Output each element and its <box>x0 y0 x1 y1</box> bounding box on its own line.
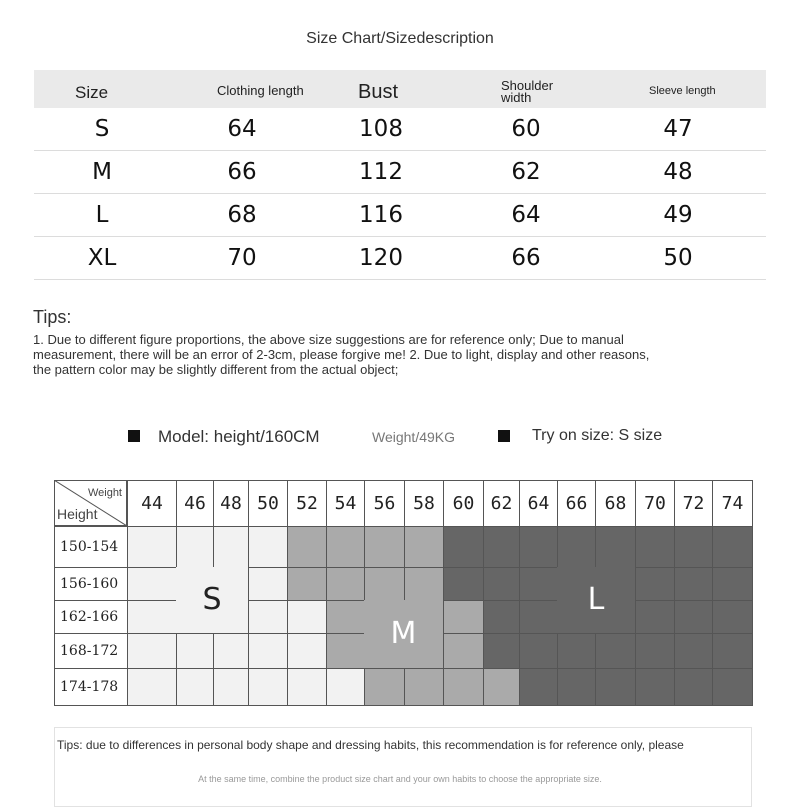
grid-cell-l <box>635 600 675 634</box>
grid-cell-s <box>127 600 177 634</box>
grid-cell-l <box>443 567 484 601</box>
grid-cell-l <box>712 668 753 706</box>
grid-cell-s <box>248 668 288 706</box>
grid-cell-s <box>248 633 288 669</box>
grid-cell-l <box>519 600 558 634</box>
grid-cell-l <box>557 526 596 568</box>
grid-cell-s <box>213 668 249 706</box>
grid-cell-m <box>326 600 365 634</box>
grid-cell-l <box>443 526 484 568</box>
grid-cell-s <box>176 668 214 706</box>
weight-label: 52 <box>296 493 318 514</box>
header-size: Size <box>75 83 109 102</box>
header-sleeve-length: Sleeve length <box>649 85 716 97</box>
grid-cell-m <box>287 567 327 601</box>
grid-cell-m <box>326 633 365 669</box>
grid-cell-l <box>674 600 713 634</box>
size-table-row <box>34 194 766 237</box>
height-header-cell <box>54 526 128 568</box>
grid-cell-m <box>364 526 405 568</box>
size-cell: L <box>95 202 109 228</box>
measurement-cell: 66 <box>511 245 541 271</box>
grid-cell-s <box>248 526 288 568</box>
grid-cell-l <box>483 567 520 601</box>
grid-cell-l <box>519 526 558 568</box>
grid-cell-l <box>635 526 675 568</box>
height-label: 162-166 <box>60 609 119 625</box>
grid-cell-l <box>674 633 713 669</box>
grid-cell-l <box>519 633 558 669</box>
size-recommendation-grid <box>54 480 752 705</box>
grid-cell-l <box>557 633 596 669</box>
weight-header-cell <box>443 480 484 527</box>
grid-cell-m <box>364 668 405 706</box>
grid-cell-l <box>483 600 520 634</box>
measurement-cell: 112 <box>359 159 403 185</box>
bullet-square-icon <box>128 430 140 442</box>
size-table <box>34 70 766 280</box>
weight-header-cell <box>519 480 558 527</box>
weight-header-cell <box>326 480 365 527</box>
grid-cell-s <box>287 633 327 669</box>
grid-cell-m <box>443 633 484 669</box>
grid-corner-cell <box>54 480 127 526</box>
weight-label: 68 <box>604 493 627 514</box>
header-bust: Bust <box>358 81 399 103</box>
weight-header-cell <box>176 480 214 527</box>
header-shoulder-width: Shoulder width <box>501 78 554 105</box>
height-header-cell <box>54 633 128 669</box>
grid-cell-l <box>483 633 520 669</box>
grid-cell-m <box>287 526 327 568</box>
header-clothing-length: Clothing length <box>217 83 304 98</box>
grid-cell-l <box>712 600 753 634</box>
grid-cell-s <box>248 567 288 601</box>
grid-cell-l <box>635 668 675 706</box>
measurement-cell: 70 <box>227 245 257 271</box>
model-height: Model: height/160CM <box>158 427 320 446</box>
grid-cell-s <box>287 600 327 634</box>
measurement-cell: 50 <box>663 245 693 271</box>
grid-cell-s <box>287 668 327 706</box>
measurement-cell: 108 <box>359 116 403 142</box>
grid-cell-s <box>127 668 177 706</box>
grid-cell-m <box>326 567 365 601</box>
grid-cell-l <box>595 668 636 706</box>
weight-label: 44 <box>141 493 163 514</box>
weight-label: 72 <box>682 493 705 514</box>
grid-cell-s <box>326 668 365 706</box>
grid-cell-m <box>404 526 444 568</box>
weight-label: 50 <box>257 493 279 514</box>
weight-header-cell <box>595 480 636 527</box>
size-cell: XL <box>87 245 117 271</box>
grid-cell-s <box>127 567 177 601</box>
zone-label-s: S <box>176 567 248 633</box>
footer-tip-2: At the same time, combine the product size chart and your own habits to choose the appropriate size. <box>198 774 602 784</box>
weight-header-cell <box>404 480 444 527</box>
measurement-cell: 48 <box>663 159 693 185</box>
try-on-size: Try on size: S size <box>532 427 663 444</box>
grid-cell-s <box>127 633 177 669</box>
size-table-header <box>34 70 766 108</box>
grid-cell-m <box>483 668 520 706</box>
grid-cell-l <box>674 668 713 706</box>
grid-cell-l <box>712 633 753 669</box>
height-label: 150-154 <box>60 539 119 555</box>
measurement-cell: 47 <box>663 116 693 142</box>
grid-cell-m <box>404 668 444 706</box>
weight-header-cell <box>364 480 405 527</box>
corner-height-label: Height <box>57 506 98 522</box>
grid-cell-l <box>483 526 520 568</box>
bullet-square-icon <box>498 430 510 442</box>
zone-label-l: L <box>557 567 635 633</box>
grid-cell-m <box>443 600 484 634</box>
grid-cell-m <box>326 526 365 568</box>
measurement-cell: 66 <box>227 159 257 185</box>
weight-header-cell <box>248 480 288 527</box>
weight-label: 62 <box>490 493 513 514</box>
grid-cell-s <box>248 600 288 634</box>
page-title: Size Chart/Sizedescription <box>306 30 494 47</box>
weight-label: 66 <box>565 493 588 514</box>
measurement-cell: 64 <box>227 116 257 142</box>
weight-label: 46 <box>184 493 206 514</box>
grid-cell-l <box>635 567 675 601</box>
measurement-cell: 120 <box>359 245 403 271</box>
size-cell: M <box>92 159 112 185</box>
size-table-row <box>34 151 766 194</box>
weight-label: 74 <box>721 493 744 514</box>
weight-label: 70 <box>644 493 666 514</box>
weight-header-cell <box>483 480 520 527</box>
weight-label: 64 <box>527 493 550 514</box>
weight-header-cell <box>712 480 753 527</box>
zone-label-m: M <box>364 600 443 668</box>
size-table-row <box>34 237 766 280</box>
weight-header-cell <box>557 480 596 527</box>
size-table-body <box>34 108 766 280</box>
grid-cell-s <box>176 633 214 669</box>
height-header-cell <box>54 600 128 634</box>
weight-label: 60 <box>452 493 475 514</box>
corner-weight-label: Weight <box>87 487 122 499</box>
measurement-cell: 68 <box>227 202 257 228</box>
weight-label: 54 <box>334 493 357 514</box>
weight-header-cell <box>674 480 713 527</box>
grid-cell-m <box>443 668 484 706</box>
height-label: 156-160 <box>60 576 119 592</box>
grid-cell-l <box>674 567 713 601</box>
weight-label: 56 <box>373 493 396 514</box>
grid-cell-l <box>674 526 713 568</box>
size-table-row <box>34 108 766 151</box>
weight-header-cell <box>213 480 249 527</box>
grid-cell-l <box>712 526 753 568</box>
grid-cell-m <box>404 567 444 601</box>
grid-cell-s <box>213 526 249 568</box>
measurement-cell: 64 <box>511 202 541 228</box>
grid-cell-l <box>712 567 753 601</box>
grid-cell-s <box>176 526 214 568</box>
grid-cell-l <box>519 668 558 706</box>
height-header-cell <box>54 668 128 706</box>
height-label: 174-178 <box>60 679 119 695</box>
grid-cell-l <box>595 633 636 669</box>
size-cell: S <box>94 116 110 142</box>
weight-header-cell <box>127 480 177 527</box>
measurement-cell: 60 <box>511 116 541 142</box>
measurement-cell: 116 <box>359 202 403 228</box>
grid-cell-l <box>519 567 558 601</box>
grid-cell-l <box>595 526 636 568</box>
weight-header-cell <box>287 480 327 527</box>
grid-cell-m <box>364 567 405 601</box>
height-label: 168-172 <box>60 643 119 659</box>
measurement-cell: 62 <box>511 159 541 185</box>
grid-cell-s <box>213 633 249 669</box>
tips-text: 1. Due to different figure proportions, the above size suggestions are for reference only; Due to manual measurement, there will be an error of 2-3cm, please forgive me! 2. Due to light, display and other reasons, the pattern color may be slightly different from the actual object; <box>33 332 650 377</box>
tips-title: Tips: <box>33 307 72 327</box>
weight-header-cell <box>635 480 675 527</box>
footer-tip-1: Tips: due to differences in personal body shape and dressing habits, this recommendation is for reference only, please <box>57 738 684 752</box>
grid-cell-l <box>557 668 596 706</box>
measurement-cell: 49 <box>663 202 693 228</box>
weight-label: 58 <box>413 493 435 514</box>
weight-label: 48 <box>220 493 242 514</box>
grid-cell-s <box>127 526 177 568</box>
model-weight: Weight/49KG <box>372 429 456 445</box>
grid-cell-l <box>635 633 675 669</box>
height-header-cell <box>54 567 128 601</box>
